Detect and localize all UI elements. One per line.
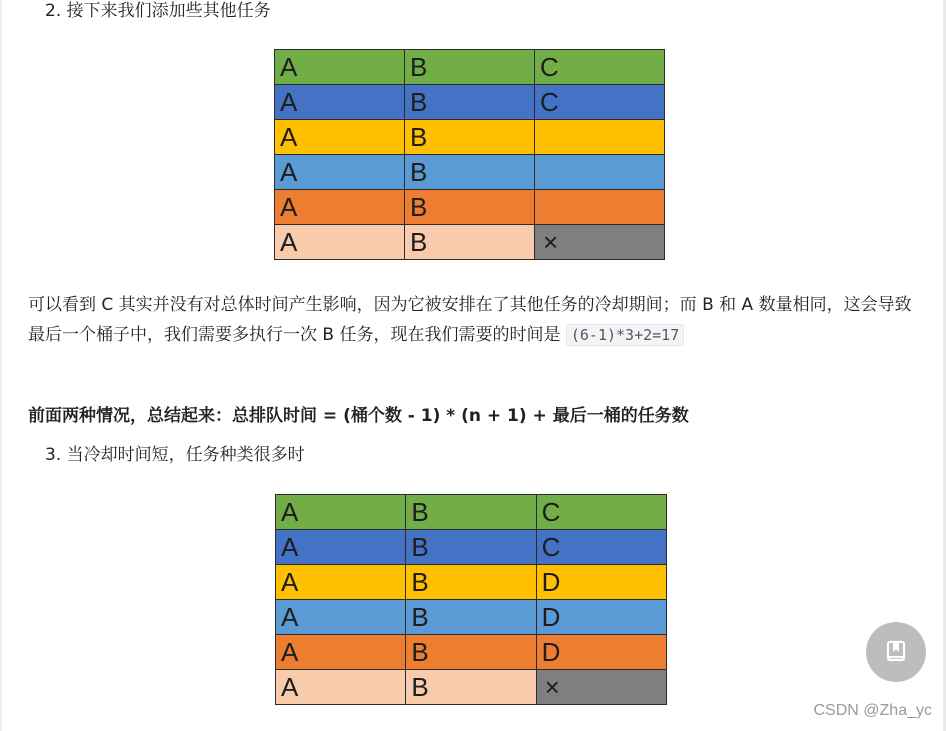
watermark: CSDN @Zha_yc bbox=[813, 702, 932, 719]
table-row bbox=[275, 190, 665, 225]
table-cell: B bbox=[406, 670, 536, 705]
table-cell: A bbox=[276, 635, 406, 670]
table-cell: B bbox=[405, 120, 535, 155]
table-cell: × bbox=[536, 670, 666, 705]
table-cell: A bbox=[276, 565, 406, 600]
page-left-border bbox=[0, 0, 2, 731]
table-row bbox=[276, 600, 667, 635]
table-cell: B bbox=[405, 225, 535, 260]
table-cell: B bbox=[406, 565, 536, 600]
table-cell: B bbox=[405, 85, 535, 120]
table-row bbox=[276, 635, 667, 670]
table-cell: B bbox=[406, 495, 536, 530]
table-cell: D bbox=[536, 600, 666, 635]
table-cell: A bbox=[275, 225, 405, 260]
table-cell: B bbox=[405, 190, 535, 225]
table-cell: C bbox=[535, 85, 665, 120]
table-cell: B bbox=[406, 635, 536, 670]
table-cell bbox=[535, 120, 665, 155]
table-cell: A bbox=[275, 85, 405, 120]
table-cell: A bbox=[275, 155, 405, 190]
summary-formula: 前面两种情况，总结起来：总排队时间 = (桶个数 - 1) * (n + 1) + 最后一桶的任务数 bbox=[28, 406, 689, 426]
table-cell: A bbox=[275, 50, 405, 85]
explanation-paragraph bbox=[28, 290, 923, 350]
table-cell: A bbox=[275, 190, 405, 225]
table-cell: B bbox=[405, 50, 535, 85]
table-cell: A bbox=[276, 495, 406, 530]
table-cell: D bbox=[536, 565, 666, 600]
table-cell: × bbox=[535, 225, 665, 260]
table-row bbox=[276, 530, 667, 565]
table-cell bbox=[535, 190, 665, 225]
table-cell: C bbox=[535, 50, 665, 85]
table-row bbox=[275, 155, 665, 190]
table-cell: B bbox=[406, 530, 536, 565]
table-row bbox=[275, 50, 665, 85]
task-table-1 bbox=[274, 49, 665, 260]
bookmark-button[interactable] bbox=[866, 622, 926, 682]
list-item-heading-2: 2. 接下来我们添加些其他任务 bbox=[45, 1, 271, 21]
table-cell: D bbox=[536, 635, 666, 670]
table-row bbox=[275, 120, 665, 155]
table-row bbox=[275, 225, 665, 260]
table-row bbox=[275, 85, 665, 120]
table-cell bbox=[535, 155, 665, 190]
table-cell: C bbox=[536, 530, 666, 565]
table-row bbox=[276, 565, 667, 600]
paragraph-text: 可以看到 C 其实并没有对总体时间产生影响，因为它被安排在了其他任务的冷却期间；而 B 和 A 数量相同，这会导致最后一个桶子中，我们需要多执行一次 B 任务，现在我们需要的时间是 bbox=[28, 295, 912, 345]
list-item-heading-3: 3. 当冷却时间短，任务种类很多时 bbox=[45, 445, 305, 465]
inline-code: (6-1)*3+2=17 bbox=[566, 324, 684, 346]
table-cell: A bbox=[275, 120, 405, 155]
table-cell: A bbox=[276, 530, 406, 565]
task-table-2 bbox=[275, 494, 667, 705]
table-cell: A bbox=[276, 670, 406, 705]
table-row bbox=[276, 670, 667, 705]
table-cell: C bbox=[536, 495, 666, 530]
table-cell: B bbox=[406, 600, 536, 635]
table-cell: A bbox=[276, 600, 406, 635]
bookmark-icon bbox=[885, 640, 907, 664]
table-cell: B bbox=[405, 155, 535, 190]
table-row bbox=[276, 495, 667, 530]
